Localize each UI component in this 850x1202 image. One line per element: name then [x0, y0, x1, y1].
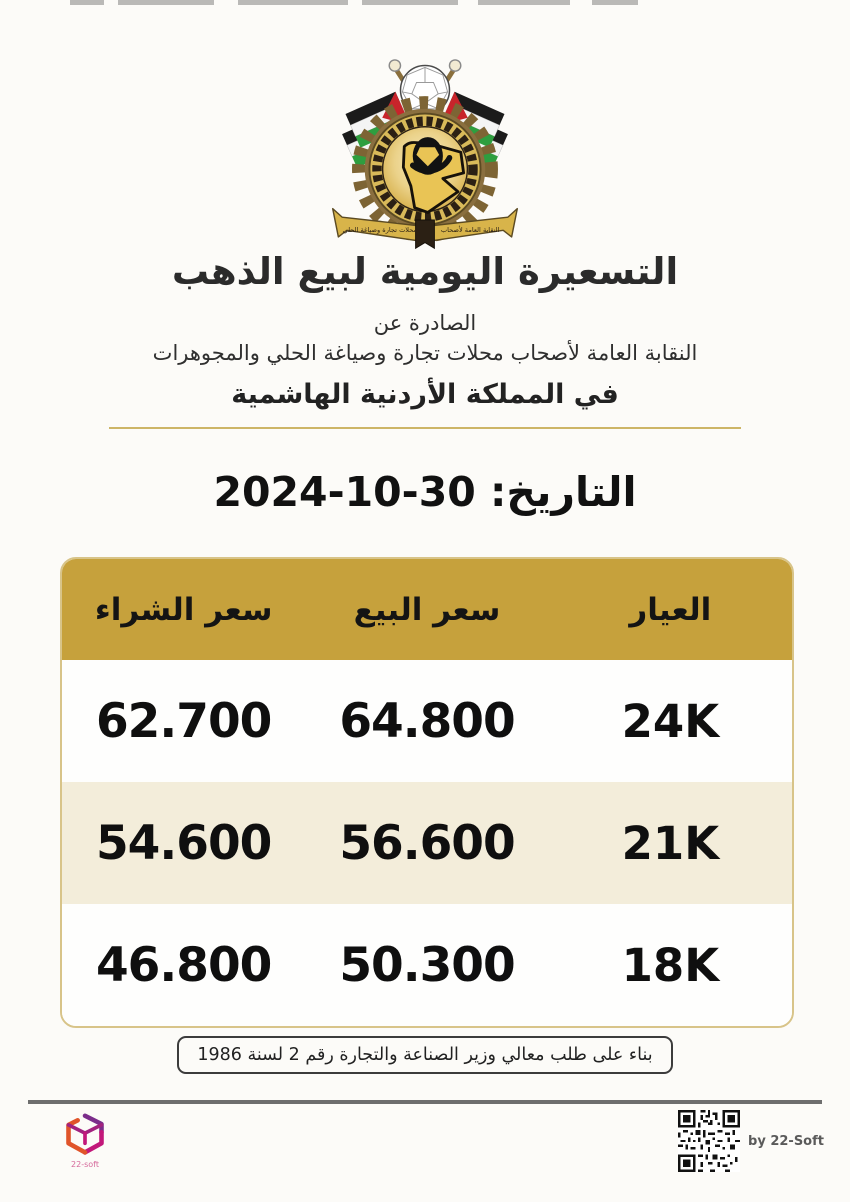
software-logo-block — [50, 1112, 120, 1169]
credit-block — [678, 1110, 824, 1172]
buy-price-value: 46.800 — [95, 937, 272, 993]
karat-value: 24K — [621, 694, 720, 748]
page-title: التسعيرة اليومية لبيع الذهب — [171, 250, 679, 293]
buy-price-value: 62.700 — [95, 693, 272, 749]
date-line — [0, 468, 850, 516]
top-border-remnant — [118, 0, 214, 5]
top-border-remnant — [70, 0, 104, 5]
country-line: في المملكة الأردنية الهاشمية — [231, 379, 619, 410]
cube-logo-icon — [63, 1112, 107, 1158]
gold-price-table — [60, 557, 794, 1028]
date-value: 30-10-2024 — [213, 468, 476, 516]
credit-text: by 22-Soft — [748, 1133, 824, 1149]
top-border-remnant — [362, 0, 458, 5]
syndicate-emblem — [0, 26, 850, 256]
qr-code — [678, 1110, 740, 1172]
legal-note-wrap — [0, 1036, 850, 1074]
title-block — [0, 248, 850, 429]
top-border-remnant — [238, 0, 348, 5]
karat-value: 21K — [621, 816, 720, 870]
header-karat: العيار — [629, 591, 712, 628]
buy-price-value: 54.600 — [95, 815, 272, 871]
table-row — [62, 660, 792, 782]
karat-value: 18K — [621, 938, 720, 992]
table-row — [62, 782, 792, 904]
syndicate-emblem-graphic — [319, 26, 531, 252]
date-label: التاريخ: — [490, 468, 637, 516]
sell-price-value: 56.600 — [339, 815, 515, 871]
top-border-remnant — [592, 0, 638, 5]
gold-divider — [109, 427, 741, 429]
header-buy-price: سعر الشراء — [94, 591, 273, 628]
top-border-remnant — [478, 0, 570, 5]
header-sell-price: سعر البيع — [353, 591, 501, 628]
ribbon-right-text: النقابة العامة لأصحاب — [440, 226, 500, 235]
legal-note: بناء على طلب معالي وزير الصناعة والتجارة رقم 2 لسنة 1986 — [177, 1036, 672, 1074]
footer-divider — [28, 1100, 822, 1104]
ribbon-left-text: محلات تجارة وصياغة الحلي — [342, 226, 417, 235]
issued-by-line: الصادرة عن — [373, 311, 477, 335]
sell-price-value: 64.800 — [339, 693, 515, 749]
sell-price-value: 50.300 — [339, 937, 515, 993]
table-row — [62, 904, 792, 1026]
syndicate-name-line: النقابة العامة لأصحاب محلات تجارة وصياغة الحلي والمجوهرات — [152, 341, 698, 365]
table-header-row — [62, 559, 792, 660]
cube-logo-caption: 22-soft — [71, 1160, 99, 1169]
